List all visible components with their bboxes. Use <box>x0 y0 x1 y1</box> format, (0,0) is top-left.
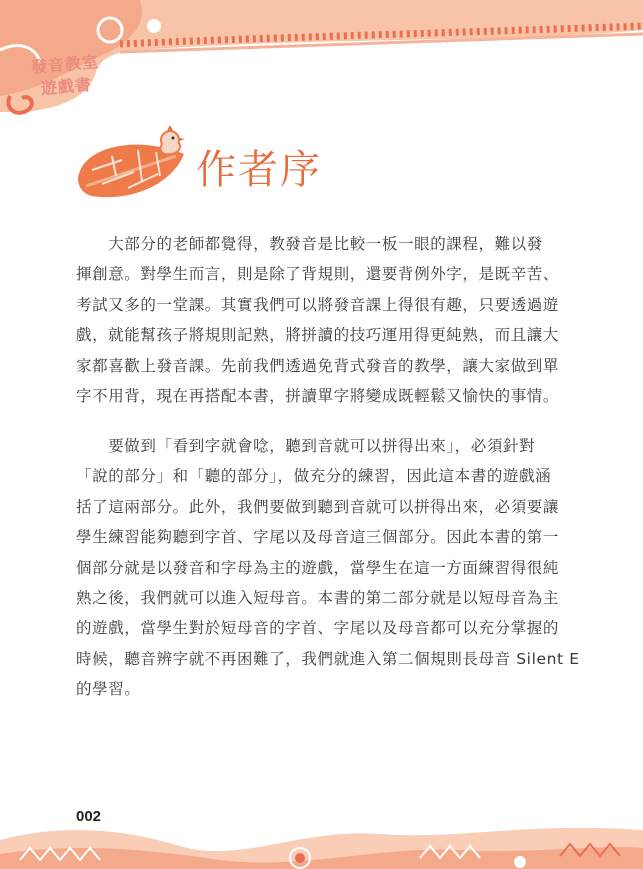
paragraph-line: 考試又多的一堂課。其實我們可以將發音課上得很有趣，只要透過遊 <box>76 295 560 314</box>
paragraph-line: 要做到「看到字就會唸，聽到音就可以拼得出來」，必須針對 <box>76 437 536 455</box>
paragraph-line: 戲，就能幫孩子將規則記熟，將拼讀的技巧運用得更純熟，而且讓大 <box>76 326 560 345</box>
paragraph-line: 括了這兩部分。此外，我們要做到聽到音就可以拼得出來，必須要讓 <box>76 497 560 516</box>
bird-leaf-illustration <box>72 126 192 206</box>
paragraph-1 <box>76 229 570 411</box>
series-brand <box>30 51 102 101</box>
brand-line-1: 發音教室 <box>30 52 100 77</box>
paragraph-line: 的遊戲，當學生對於短母音的字首、字尾以及母音都可以充分掌握的 <box>76 619 560 638</box>
paragraph-line: 個部分就是以發音和字母為主的遊戲，當學生在這一方面練習得很純 <box>76 558 560 577</box>
page-number: 002 <box>76 808 102 825</box>
page-title: 作者序 <box>196 147 322 193</box>
footer-decoration <box>0 820 643 869</box>
paragraph-2 <box>76 431 580 705</box>
paragraph-line: 字不用背，現在再搭配本書，拼讀單字將變成既輕鬆又愉快的事情。 <box>76 387 560 406</box>
paragraph-line: 學生練習能夠聽到字首、字尾以及母音這三個部分。因此本書的第一 <box>76 528 560 547</box>
paragraph-line: 家都喜歡上發音課。先前我們透過免背式發音的教學，讓大家做到單 <box>76 356 560 375</box>
paragraph-line: 時候，聽音辨字就不再困難了，我們就進入第二個規則長母音 Silent E <box>76 649 580 668</box>
brand-line-2: 遊戲書 <box>40 74 93 99</box>
paragraph-line: 熟之後，我們就可以進入短母音。本書的第二部分就是以短母音為主 <box>76 589 560 608</box>
paragraph-line: 「說的部分」和「聽的部分」，做充分的練習，因此這本書的遊戲涵 <box>76 467 552 486</box>
paragraph-line: 揮創意。對學生而言，則是除了背規則，還要背例外字，是既辛苦、 <box>76 265 560 284</box>
paragraph-line: 大部分的老師都覺得，教發音是比較一板一眼的課程，難以發 <box>76 235 543 253</box>
paragraph-line: 的學習。 <box>76 680 141 699</box>
